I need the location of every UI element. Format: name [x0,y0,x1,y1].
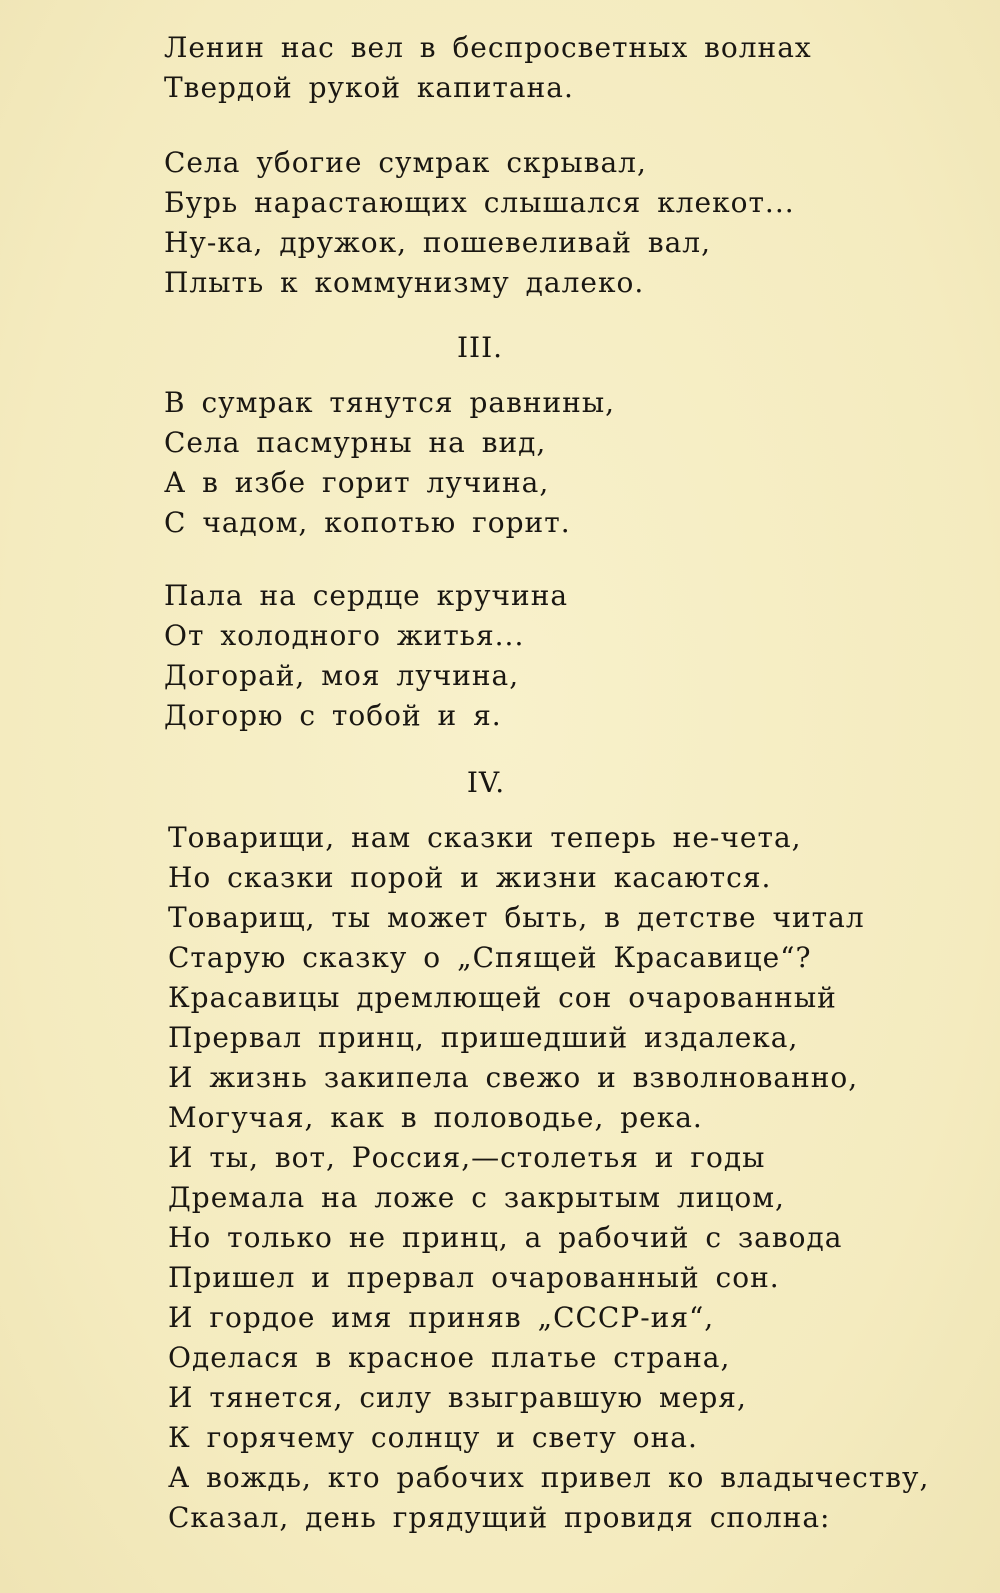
section-heading: III. [456,331,504,364]
verse-line: Села пасмурны на вид, [164,426,547,459]
verse-line: Прервал принц, пришедший издалека, [168,1021,799,1054]
verse-line: А в избе горит лучина, [164,466,550,499]
verse-line: Но только не принц, а рабочий с завода [168,1221,843,1254]
verse-line: Села убогие сумрак скрывал, [164,146,647,179]
verse-line: Сказал, день грядущий провидя сполна: [168,1501,831,1534]
verse-line: Товарищ, ты может быть, в детстве читал [168,901,865,934]
stanza [168,818,929,1538]
verse-line: Пала на сердце кручина [164,579,569,612]
verse-line: С чадом, копотью горит. [164,506,571,539]
verse-line: И жизнь закипела свежо и взволнованно, [168,1061,859,1094]
verse-line: Могучая, как в половодье, река. [168,1101,703,1134]
verse-line: И тянется, силу взыгравшую меря, [168,1381,747,1414]
section-heading: IV. [466,766,506,799]
stanza [164,576,568,736]
verse-line: Догорай, моя лучина, [164,659,520,692]
verse-line: Догорю с тобой и я. [164,699,502,732]
verse-line: Твердой рукой капитана. [164,71,574,104]
verse-line: Старую сказку о „Спящей Красавице“? [168,941,812,974]
verse-line: Дремала на ложе с закрытым лицом, [168,1181,785,1214]
stanza [164,383,615,543]
verse-line: От холодного житья... [164,619,525,652]
verse-line: Пришел и прервал очарованный сон. [168,1261,780,1294]
verse-line: В сумрак тянутся равнины, [164,386,616,419]
verse-line: Красавицы дремлющей сон очарованный [168,981,837,1014]
verse-line: К горячему солнцу и свету она. [168,1421,698,1454]
verse-line: Плыть к коммунизму далеко. [164,266,645,299]
verse-line: И ты, вот, Россия,—столетья и годы [168,1141,766,1174]
verse-line: А вождь, кто рабочих привел ко владычеству, [168,1461,930,1494]
stanza [164,28,812,108]
verse-line: Но сказки порой и жизни касаются. [168,861,772,894]
verse-line: Ну-ка, дружок, пошевеливай вал, [164,226,711,259]
verse-line: Бурь нарастающих слышался клекот... [164,186,795,219]
verse-line: Товарищи, нам сказки теперь не-чета, [168,821,802,854]
verse-line: Ленин нас вел в беспросветных волнах [164,31,812,64]
verse-line: Оделася в красное платье страна, [168,1341,731,1374]
stanza [164,143,795,303]
verse-line: И гордое имя приняв „СССР-ия“, [168,1301,715,1334]
